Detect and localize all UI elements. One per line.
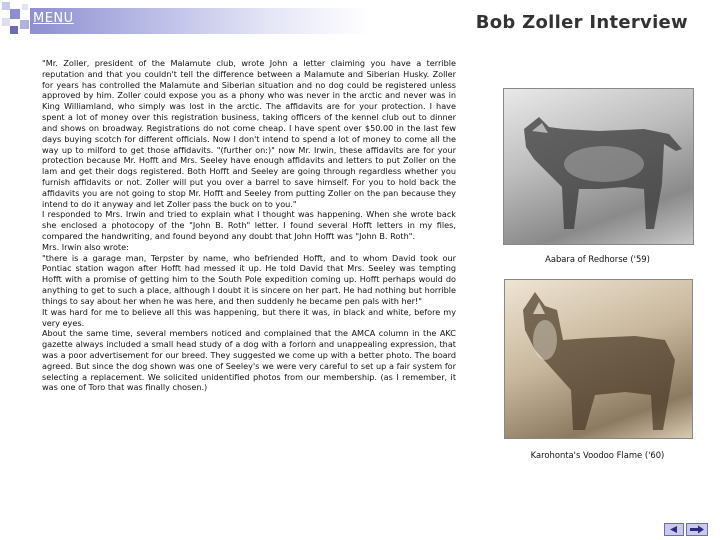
decor-square-3: [2, 18, 10, 26]
header-gradient-bar: [30, 8, 370, 34]
prev-slide-icon[interactable]: [664, 521, 684, 534]
photo-caption: Karohonta's Voodoo Flame ('60): [530, 450, 665, 460]
paragraph: About the same time, several members noticed and complained that the AMCA column in the AKC gazette always included a small head study of a dog with a forlorn and unappealing expression, that was a poor advertisement for our breed. They suggested we come up with a better photo. The board agreed. But since the dog shown was one of Seeley's we were very careful to set up a fair system for selecting a replacement. We solicited unidentified photos from our membership. (as I remember, it was one of Toro that was finally chosen.): [42, 328, 456, 393]
paragraph: "there is a garage man, Terpster by name, who befriended Hofft, and to whom David took our Pontiac station wagon after Hofft had messed it up. He told David that Mrs. Seeley was tempting Hofft with a promise of getting him to the South Pole expedition coming up. Hofft perhaps would do anything to get to such a place, although I doubt it is sincere on her part. He had nothing but horrible things to say about her when he was here, and then suddenly he became pen pals with her!": [42, 252, 456, 306]
dog-silhouette-1: [504, 89, 693, 244]
prev-arrow-icon: [664, 523, 684, 536]
paragraph: It was hard for me to believe all this was happening, but there it was, in black and white, before my very eyes.: [42, 306, 456, 328]
decor-square-4: [20, 20, 29, 29]
page-title: Bob Zoller Interview: [475, 12, 688, 33]
decor-square-6: [22, 4, 28, 10]
article-body: [42, 58, 456, 393]
paragraph: Mrs. Irwin also wrote:: [42, 241, 129, 252]
next-slide-icon[interactable]: [686, 521, 708, 534]
dog-photo-voodoo-flame: [504, 279, 693, 439]
decor-square-5: [10, 26, 18, 34]
paragraph: I responded to Mrs. Irwin and tried to explain what I thought was happening. When she wrote back she enclosed a photocopy of the "John B. Roth" letter. I found several Hofft letters in my files, compared the handwriting, and found beyond any doubt that John Hofft was "John B. Roth".: [42, 209, 456, 241]
photo-caption: Aabara of Redhorse ('59): [545, 254, 650, 264]
dog-photo-aabara: [503, 88, 694, 245]
menu-link[interactable]: MENU: [33, 11, 74, 26]
next-arrow-icon: [686, 523, 708, 536]
decor-square-1: [2, 2, 10, 10]
dog-silhouette-2: [505, 280, 692, 438]
paragraph: "Mr. Zoller, president of the Malamute club, wrote John a letter claiming you have a terrible reputation and that you couldn't tell the difference between a Malamute and Siberian Husky. Zoller for years has controlled the Malamute and Siberian situation and no dog could be registered unless approved by him. Zoller could expose you as a phony who was never in the arctic and never was in King Williamland, who simply was lost in the arctic. The affidavits are for your protection. I have spent a lot of money over this registration business, taking officers of the kennel club out to dinner and shows on broadway. Registrations do not come cheap. I have spent over $50.00 in the last few days buying scotch for different officials. Now I don't intend to spend a lot of money to come all the way up to milford to get those affidavits. "(further on:)" now Mr. Irwin, these affidavits are for your protection because Mr. Hofft and Mrs. Seeley have enough affidavits and letters to put Zoller on the lam and get their dogs registered. Both Hofft and Seeley are going through regardless whether you furnish affidavits or not. Zoller will put you over a barrel to save himself. For you to hold back the affidavits you are not going to stop Mr. Hofft and Seeley from putting Zoller on the pan because they intend to do it anyway and let Zoller pass the buck on to you.": [42, 58, 456, 209]
decor-square-2: [10, 9, 20, 19]
